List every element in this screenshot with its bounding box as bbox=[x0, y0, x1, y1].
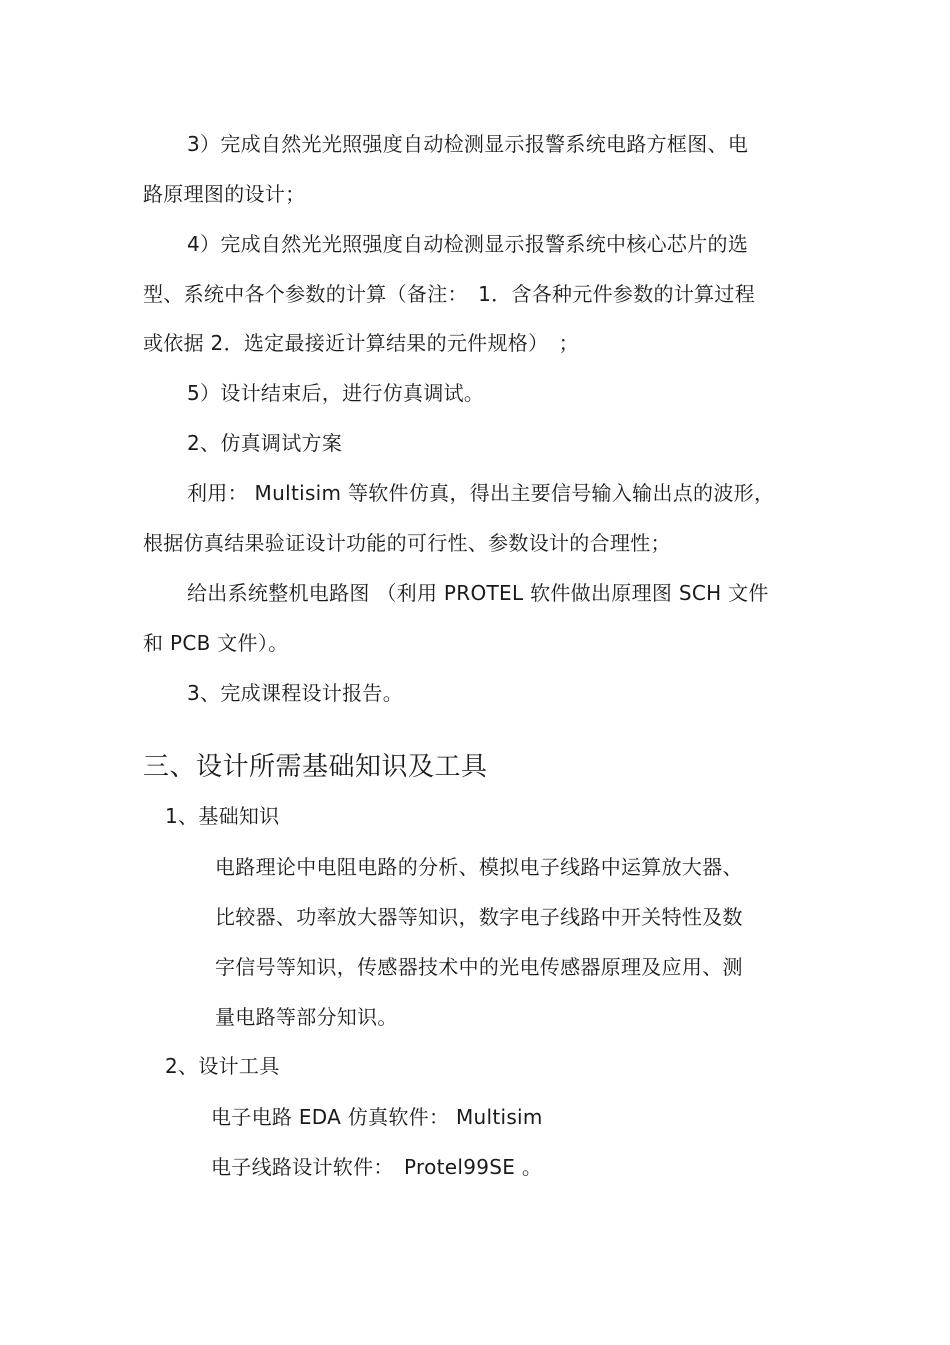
simulation-plan-line-2: 根据仿真结果验证设计功能的可行性、参数设计的合理性； bbox=[143, 531, 671, 555]
basic-knowledge-line-2: 比较器、功率放大器等知识，数字电子线路中开关特性及数 bbox=[215, 905, 743, 929]
basic-knowledge-line-4: 量电路等部分知识。 bbox=[215, 1005, 398, 1029]
task-item-5: 5）设计结束后，进行仿真调试。 bbox=[187, 381, 485, 405]
simulation-plan-line-1: 利用： Multisim 等软件仿真，得出主要信号输入输出点的波形， bbox=[187, 481, 775, 505]
design-tools-line-1: 电子电路 EDA 仿真软件： Multisim bbox=[211, 1105, 543, 1129]
design-tools-title: 2、设计工具 bbox=[165, 1054, 280, 1078]
task-item-4-line-3: 或依据 2．选定最接近计算结果的元件规格） ； bbox=[143, 331, 579, 355]
simulation-plan-line-3: 给出系统整机电路图 （利用 PROTEL 软件做出原理图 SCH 文件 bbox=[187, 581, 769, 605]
task-item-3-line-2: 路原理图的设计； bbox=[143, 182, 306, 206]
simulation-plan-line-4: 和 PCB 文件）。 bbox=[143, 631, 289, 655]
task-item-4-line-1: 4）完成自然光光照强度自动检测显示报警系统中核心芯片的选 bbox=[187, 232, 749, 256]
simulation-plan-title: 2、仿真调试方案 bbox=[187, 431, 343, 455]
design-tools-line-2: 电子线路设计软件： Protel99SE 。 bbox=[211, 1155, 543, 1179]
course-report-item: 3、完成课程设计报告。 bbox=[187, 681, 404, 705]
basic-knowledge-line-1: 电路理论中电阻电路的分析、模拟电子线路中运算放大器、 bbox=[215, 855, 743, 879]
basic-knowledge-line-3: 字信号等知识，传感器技术中的光电传感器原理及应用、测 bbox=[215, 955, 743, 979]
section-3-heading: 三、设计所需基础知识及工具 bbox=[143, 752, 488, 782]
task-item-3-line-1: 3）完成自然光光照强度自动检测显示报警系统电路方框图、电 bbox=[187, 132, 749, 156]
task-item-4-line-2: 型、系统中各个参数的计算（备注： 1．含各种元件参数的计算过程 bbox=[143, 282, 756, 306]
basic-knowledge-title: 1、基础知识 bbox=[165, 804, 280, 828]
